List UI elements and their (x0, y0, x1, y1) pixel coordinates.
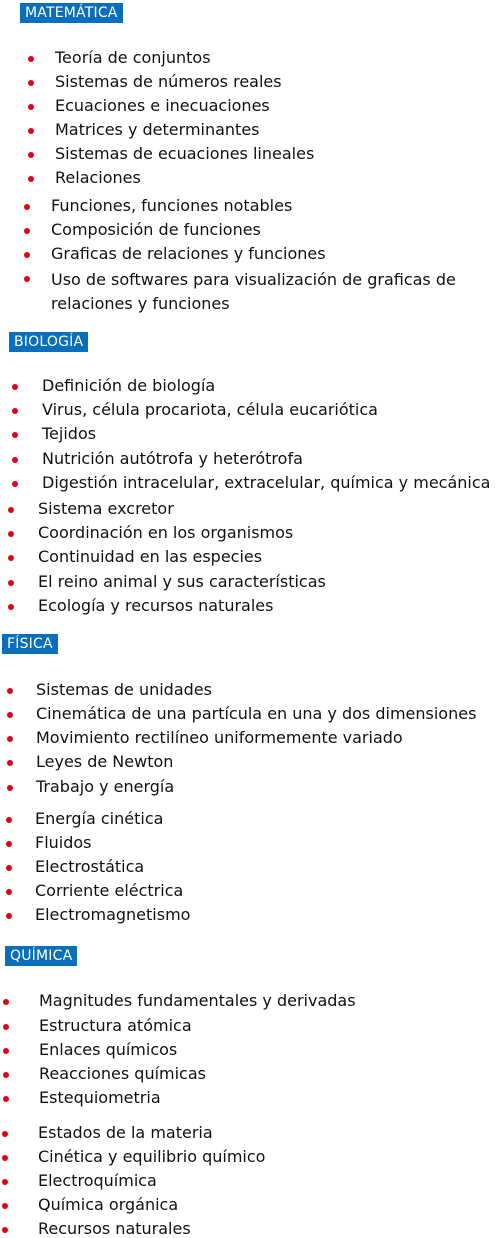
bullet-icon (6, 817, 12, 823)
bullet-icon (3, 1072, 9, 1078)
list-item-text: Definición de biología (42, 376, 216, 395)
list-item-text: Ecología y recursos naturales (38, 596, 274, 615)
bullet-icon (3, 1096, 9, 1102)
bullet-icon (7, 785, 13, 791)
list-item-text: Recursos naturales (38, 1219, 191, 1238)
bullet-icon (28, 56, 34, 62)
list-item-text: Sistemas de ecuaciones lineales (55, 144, 315, 163)
list-item-text: Uso de softwares para visualización de graficas de relaciones y funciones (51, 270, 456, 313)
bullet-icon (12, 481, 18, 487)
list-item-text: Electrostática (35, 857, 145, 876)
bullet-icon (8, 507, 14, 513)
list-item-text: Energía cinética (35, 809, 164, 828)
bullet-icon (24, 204, 30, 210)
list-item-text: Nutrición autótrofa y heterótrofa (42, 449, 303, 468)
bullet-icon (12, 408, 18, 414)
bullet-icon (28, 80, 34, 86)
list-item-text: Relaciones (55, 168, 141, 187)
list-item-text: Química orgánica (38, 1195, 179, 1214)
list-item-text: Electromagnetismo (35, 905, 191, 924)
section-title: BIOLOGÍA (14, 334, 84, 350)
bullet-icon (2, 1179, 8, 1185)
bullet-icon (2, 1227, 8, 1233)
list-item-text: Matrices y determinantes (55, 120, 260, 139)
bullet-icon (7, 688, 13, 694)
list-item-text: Virus, célula procariota, célula eucariótica (42, 400, 378, 419)
list-item-text: Ecuaciones e inecuaciones (55, 96, 270, 115)
bullet-icon (24, 252, 30, 258)
section-header-matematica (20, 3, 123, 23)
section-header-quimica (5, 946, 77, 966)
list-item-text: Graficas de relaciones y funciones (51, 244, 326, 263)
list-item-text: Corriente eléctrica (35, 881, 184, 900)
bullet-icon (3, 999, 9, 1005)
section-header-biologia (9, 332, 88, 352)
bullet-icon (2, 1131, 8, 1137)
list-item-text: Magnitudes fundamentales y derivadas (39, 991, 356, 1010)
list-item-text: Estequiometria (39, 1088, 161, 1107)
bullet-icon (8, 604, 14, 610)
bullet-icon (2, 1155, 8, 1161)
list-item-text: Enlaces químicos (39, 1040, 178, 1059)
list-item-text: Digestión intracelular, extracelular, química y mecánica (42, 473, 491, 492)
bullet-icon (12, 384, 18, 390)
bullet-icon (8, 580, 14, 586)
bullet-icon (6, 889, 12, 895)
bullet-icon (24, 276, 30, 282)
bullet-icon (7, 712, 13, 718)
bullet-icon (12, 432, 18, 438)
bullet-icon (7, 736, 13, 742)
bullet-icon (2, 1203, 8, 1209)
bullet-icon (6, 913, 12, 919)
list-item-text: Composición de funciones (51, 220, 261, 239)
bullet-icon (8, 555, 14, 561)
list-item-text: Electroquímica (38, 1171, 157, 1190)
list-item-text: Trabajo y energía (36, 777, 175, 796)
list-item-text: Estados de la materia (38, 1123, 213, 1142)
bullet-icon (6, 865, 12, 871)
list-item-text: Sistemas de números reales (55, 72, 282, 91)
list-item-text: Estructura atómica (39, 1016, 192, 1035)
bullet-icon (28, 176, 34, 182)
section-title: MATEMÁTICA (25, 5, 118, 21)
list-item-text: El reino animal y sus características (38, 572, 326, 591)
list-item-text: Sistema excretor (38, 499, 174, 518)
list-item-text: Teoría de conjuntos (55, 48, 211, 67)
bullet-icon (28, 104, 34, 110)
list-item-text: Cinética y equilibrio químico (38, 1147, 266, 1166)
bullet-icon (3, 1048, 9, 1054)
list-item-text: Cinemática de una partícula en una y dos dimensiones (36, 704, 477, 723)
section-header-fisica (2, 634, 58, 654)
bullet-icon (12, 457, 18, 463)
bullet-icon (24, 228, 30, 234)
bullet-icon (3, 1024, 9, 1030)
list-item-text: Funciones, funciones notables (51, 196, 293, 215)
section-title: FÍSICA (7, 636, 53, 652)
list-item-text: Reacciones químicas (39, 1064, 206, 1083)
list-item-text: Sistemas de unidades (36, 680, 212, 699)
list-item-text: Tejidos (42, 424, 97, 443)
list-item-text: Movimiento rectilíneo uniformemente variado (36, 728, 403, 747)
bullet-icon (6, 841, 12, 847)
list-item-text: Coordinación en los organismos (38, 523, 294, 542)
list-item-text: Leyes de Newton (36, 752, 174, 771)
list-item-text: Fluidos (35, 833, 92, 852)
bullet-icon (28, 128, 34, 134)
bullet-icon (8, 531, 14, 537)
bullet-icon (28, 152, 34, 158)
bullet-icon (7, 760, 13, 766)
list-item-text: Continuidad en las especies (38, 547, 263, 566)
section-title: QUÍMICA (10, 948, 73, 964)
